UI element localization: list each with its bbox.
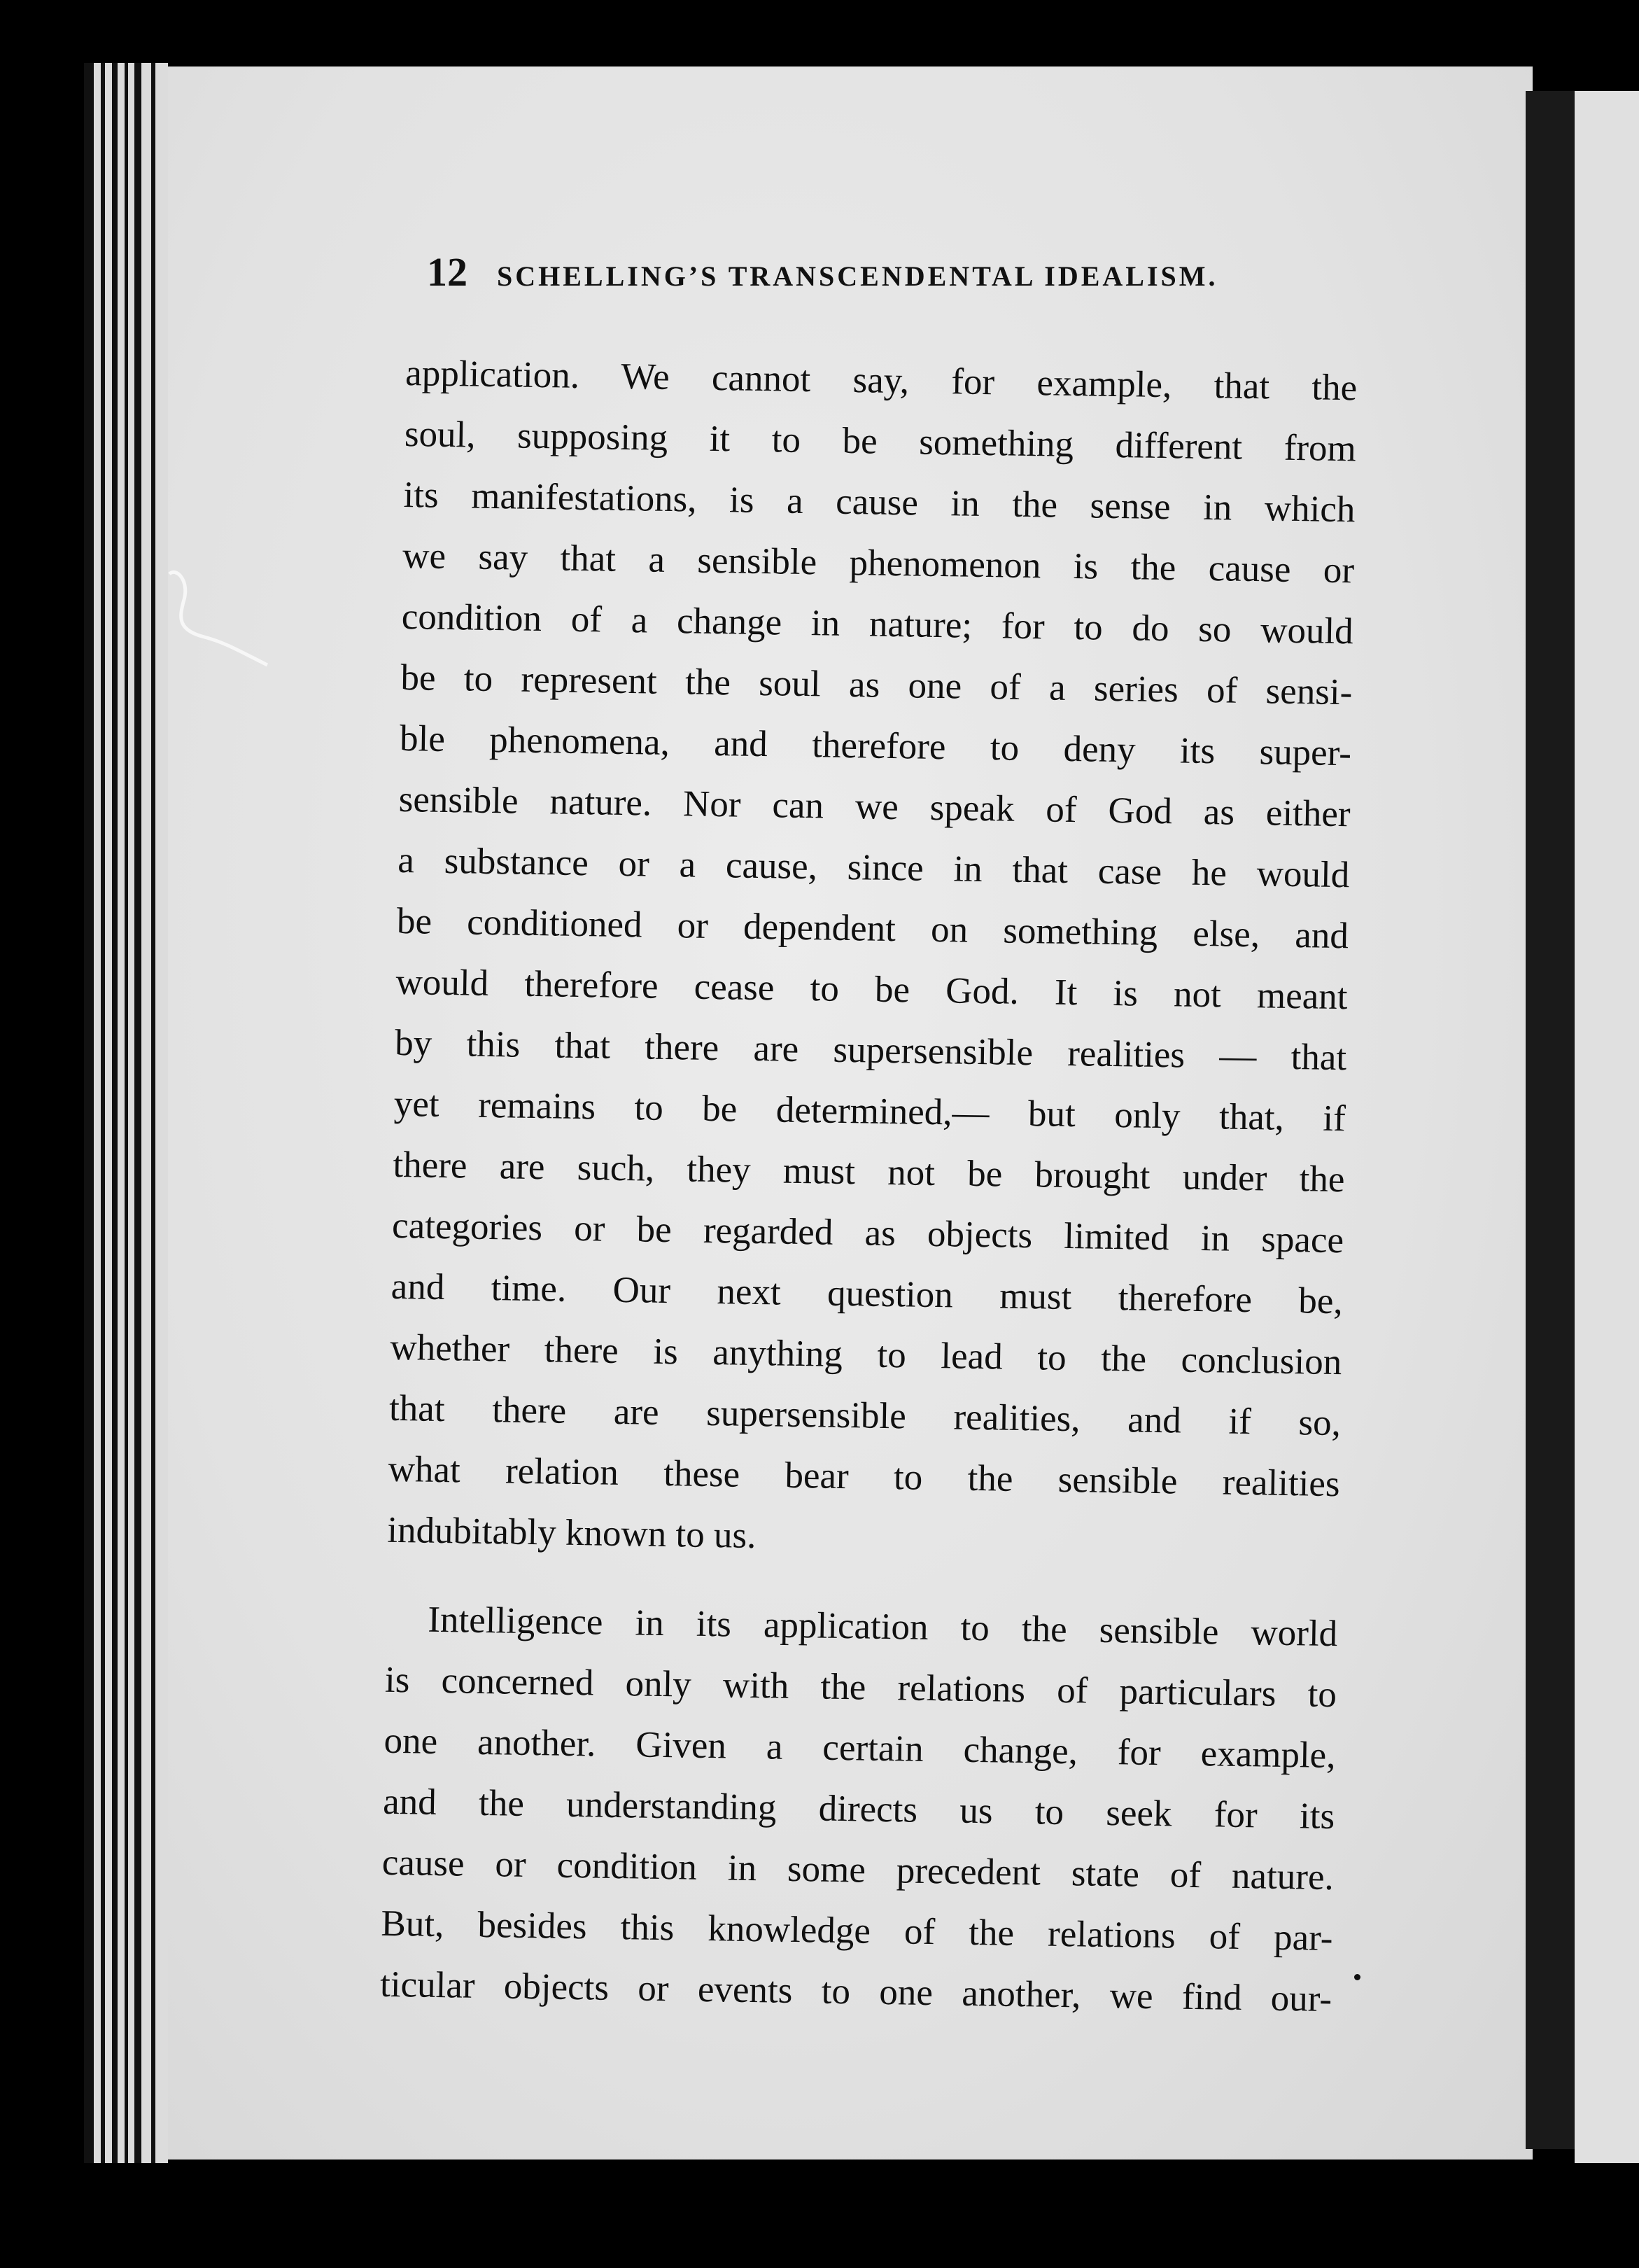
text-line: condition of a change in nature; for to do so would	[401, 596, 1354, 652]
text-line: its manifestations, is a cause in the sense in which	[403, 474, 1356, 531]
text-line: a substance or a cause, since in that case he would	[397, 839, 1350, 896]
text-line: be to represent the soul as one of a series of sensi-	[400, 657, 1353, 713]
text-line: be conditioned or dependent on something else, and	[396, 900, 1349, 957]
text-line: soul, supposing it to be something different from	[404, 413, 1357, 470]
text-line: cause or condition in some precedent state of nature.	[381, 1842, 1335, 1898]
right-binding-shadow	[1526, 91, 1575, 2149]
text-line: would therefore cease to be God. It is not meant	[395, 961, 1348, 1018]
running-head-title: SCHELLING’S TRANSCENDENTAL IDEALISM.	[497, 260, 1218, 292]
left-binding-edge	[84, 63, 168, 2163]
text-line: and the understanding directs us to seek for its	[382, 1781, 1335, 1837]
text-line: there are such, they must not be brought under the	[393, 1144, 1345, 1200]
text-line: ticular objects or events to one another, we find our-	[379, 1963, 1332, 2020]
text-line: ble phenomena, and therefore to deny its super-	[399, 718, 1352, 774]
text-line: we say that a sensible phenomenon is the cause or	[402, 535, 1355, 592]
text-line: yet remains to be determined,— but only that, if	[393, 1083, 1346, 1140]
page-number: 12	[427, 249, 467, 295]
text-line: But, besides this knowledge of the relations of par-	[381, 1903, 1333, 1959]
text-line: sensible nature. Nor can we speak of God as either	[398, 778, 1351, 835]
text-line: is concerned only with the relations of particulars to	[384, 1659, 1337, 1716]
running-head	[427, 248, 1365, 295]
text-line: categories or be regarded as objects limited in space	[391, 1205, 1344, 1261]
text-line: by this that there are supersensible realities — that	[394, 1022, 1347, 1079]
text-line: whether there is anything to lead to the conclusion	[390, 1326, 1342, 1383]
text-line: what relation these bear to the sensible realities	[388, 1448, 1341, 1505]
paper-crease-mark	[162, 560, 281, 679]
paragraph-1	[387, 343, 1358, 1576]
ink-speck	[1354, 1974, 1360, 1980]
text-line: one another. Given a certain change, for example,	[384, 1720, 1336, 1777]
text-line: indubitably known to us.	[386, 1509, 757, 1557]
body-text	[379, 343, 1357, 2030]
adjacent-page-edge	[1575, 91, 1639, 2163]
paragraph-2	[379, 1589, 1337, 2030]
text-line: and time. Our next question must therefore be,	[391, 1266, 1344, 1322]
text-line: Intelligence in its application to the sensible world	[427, 1599, 1338, 1655]
text-line: application. We cannot say, for example, that the	[405, 352, 1358, 409]
text-line: that there are supersensible realities, and if so,	[388, 1387, 1342, 1444]
